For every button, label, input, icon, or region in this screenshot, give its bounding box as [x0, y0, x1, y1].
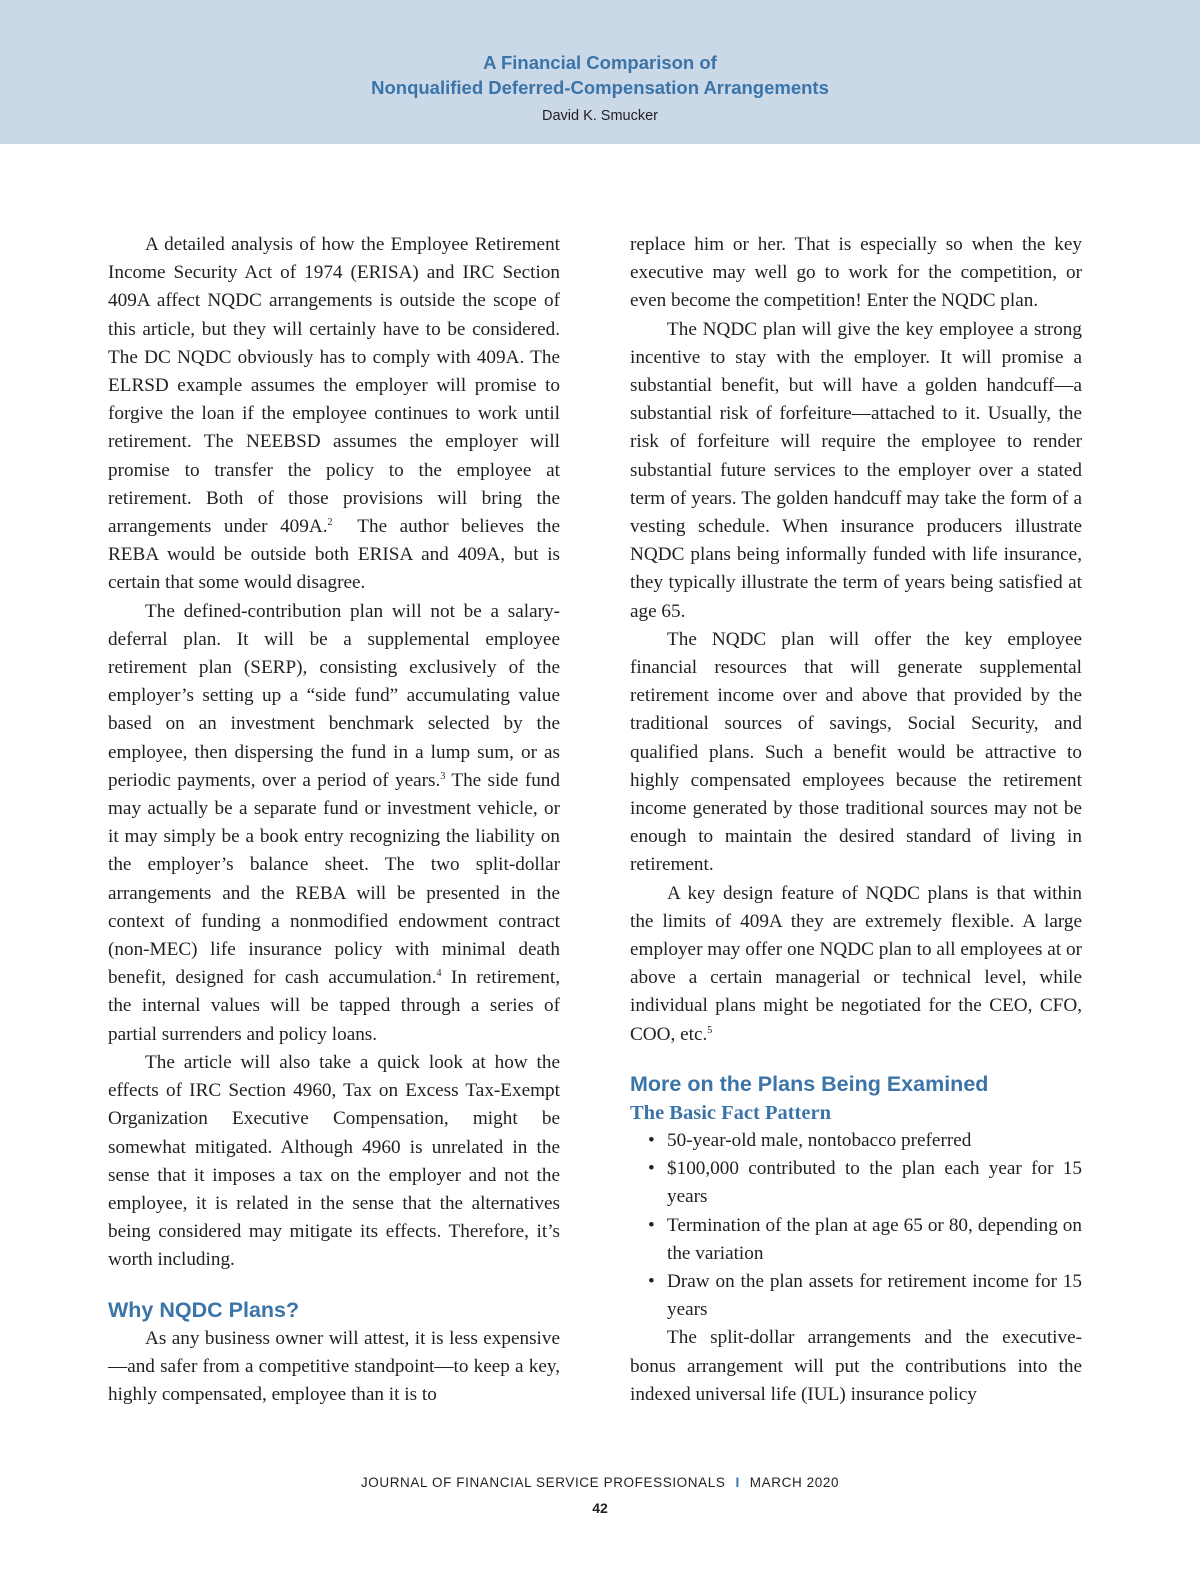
bullet-icon: • — [648, 1214, 655, 1236]
section-heading: More on the Plans Being Examined — [630, 1071, 989, 1096]
left-column — [108, 231, 560, 1409]
footnote-ref: 4 — [436, 968, 442, 980]
bullet-icon: • — [648, 1158, 655, 1180]
journal-name: JOURNAL OF FINANCIAL SERVICE PROFESSIONALS — [360, 1475, 726, 1490]
paragraph: The article will also take a quick look at how the effects of IRC Section 4960, Tax on Excess Tax-Exempt Organization Executive Compensation, might be somewhat mitigated. Although 4960 is unrelated in the sense that it imposes a tax on the employer and not the employee, it is related in the sense that the alternatives being considered may mitigate its effects. Therefore, it’s worth including. — [108, 1051, 560, 1271]
footnote-ref: 3 — [440, 770, 446, 782]
list-item: • Draw on the plan assets for retirement income for 15 years — [630, 1268, 1082, 1324]
subsection-heading: The Basic Fact Pattern — [630, 1101, 831, 1124]
footnote-ref: 5 — [707, 1024, 713, 1036]
journal-footer — [0, 1475, 1200, 1490]
list-item: • $100,000 contributed to the plan each year for 15 years — [630, 1155, 1082, 1211]
author-name: David K. Smucker — [541, 108, 659, 124]
paragraph: The NQDC plan will offer the key employee financial resources that will generate supplemental retirement income over and above that provided by the traditional sources of savings, Social Security, and qualified plans. Such a benefit would be attractive to highly compensated employees because the retirement income generated by those traditional sources may not be enough to maintain the desired standard of living in retirement. — [630, 628, 1082, 876]
footer-separator: I — [735, 1475, 740, 1490]
right-column — [630, 231, 1082, 1409]
paragraph: A detailed analysis of how the Employee Retirement Income Security Act of 1974 (ERISA) and IRC Section 409A affect NQDC arrangements is outside the scope of this article, but they will certainly have to be considered. The DC NQDC obviously has to comply with 409A. The ELRSD example assumes the employer will promise to forgive the loan if the employee continues to work until retirement. The NEEBSD assumes the employer will promise to transfer the policy to the employee at retirement. Both of those provisions will bring the arrangements under 409A.$^2$ The author believes the REBA would be outside both ERISA and 409A, but is certain that some would disagree. — [108, 234, 560, 594]
paragraph: A key design feature of NQDC plans is that within the limits of 409A they are extremely flexible. A large employer may offer one NQDC plan to all employees at or above a certain managerial or technical level, while individual plans might be negotiated for the CEO, CFO, COO, etc.$^5$ — [630, 882, 1082, 1045]
paragraph: The NQDC plan will give the key employee a strong incentive to stay with the employer. It will promise a substantial benefit, but will have a golden handcuff—a substantial risk of forfeiture—attached to it. Usually, the risk of forfeiture will require the employee to render substantial future services to the employer over a stated term of years. The golden handcuff may take the form of a vesting schedule. When insurance producers illustrate NQDC plans being informally funded with life insurance, they typically illustrate the term of years being satisfied at age 65. — [630, 318, 1082, 622]
paragraph: replace him or her. That is especially so when the key executive may well go to work for the competition, or even become the competition! Enter the NQDC plan. — [630, 234, 1082, 312]
section-heading: Why NQDC Plans? — [108, 1297, 300, 1322]
bullet-icon: • — [648, 1129, 655, 1151]
paragraph: The split-dollar arrangements and the executive-bonus arrangement will put the contributions into the indexed universal life (IUL) insurance policy — [630, 1327, 1082, 1405]
article-title-line2: Nonqualified Deferred-Compensation Arrangements — [371, 77, 829, 98]
footnote-ref: 2 — [327, 517, 333, 529]
page-number: 42 — [592, 1500, 608, 1516]
issue-date: MARCH 2020 — [749, 1475, 840, 1490]
header-band — [0, 0, 1200, 144]
bullet-icon: • — [648, 1270, 655, 1292]
fact-pattern-list — [630, 1127, 1082, 1324]
paragraph: The defined-contribution plan will not be a salary-deferral plan. It will be a supplemental employee retirement plan (SERP), consisting exclusively of the employer’s setting up a “side fund” accumulating value based on an investment benchmark selected by the employee, then dispersing the fund in a lump sum, or as periodic payments, over a period of years.$^3$ The side fund may actually be a separate fund or investment vehicle, or it may simply be a book entry recognizing the liability on the employer’s balance sheet. The two split-dollar arrangements and the REBA will be presented in the context of funding a nonmodified endowment contract (non-MEC) life insurance policy with minimal death benefit, designed for cash accumulation.$^4$ In retirement, the internal values will be tapped through a series of partial surrenders and policy loans. — [108, 600, 560, 1045]
paragraph: As any business owner will attest, it is less expensive—and safer from a competitive standpoint—to keep a key, highly compensated, employee than it is to — [108, 1327, 560, 1405]
list-item: • 50-year-old male, nontobacco preferred — [630, 1127, 1082, 1155]
list-item: • Termination of the plan at age 65 or 80, depending on the variation — [630, 1212, 1082, 1268]
article-title-line1: A Financial Comparison of — [483, 52, 717, 73]
